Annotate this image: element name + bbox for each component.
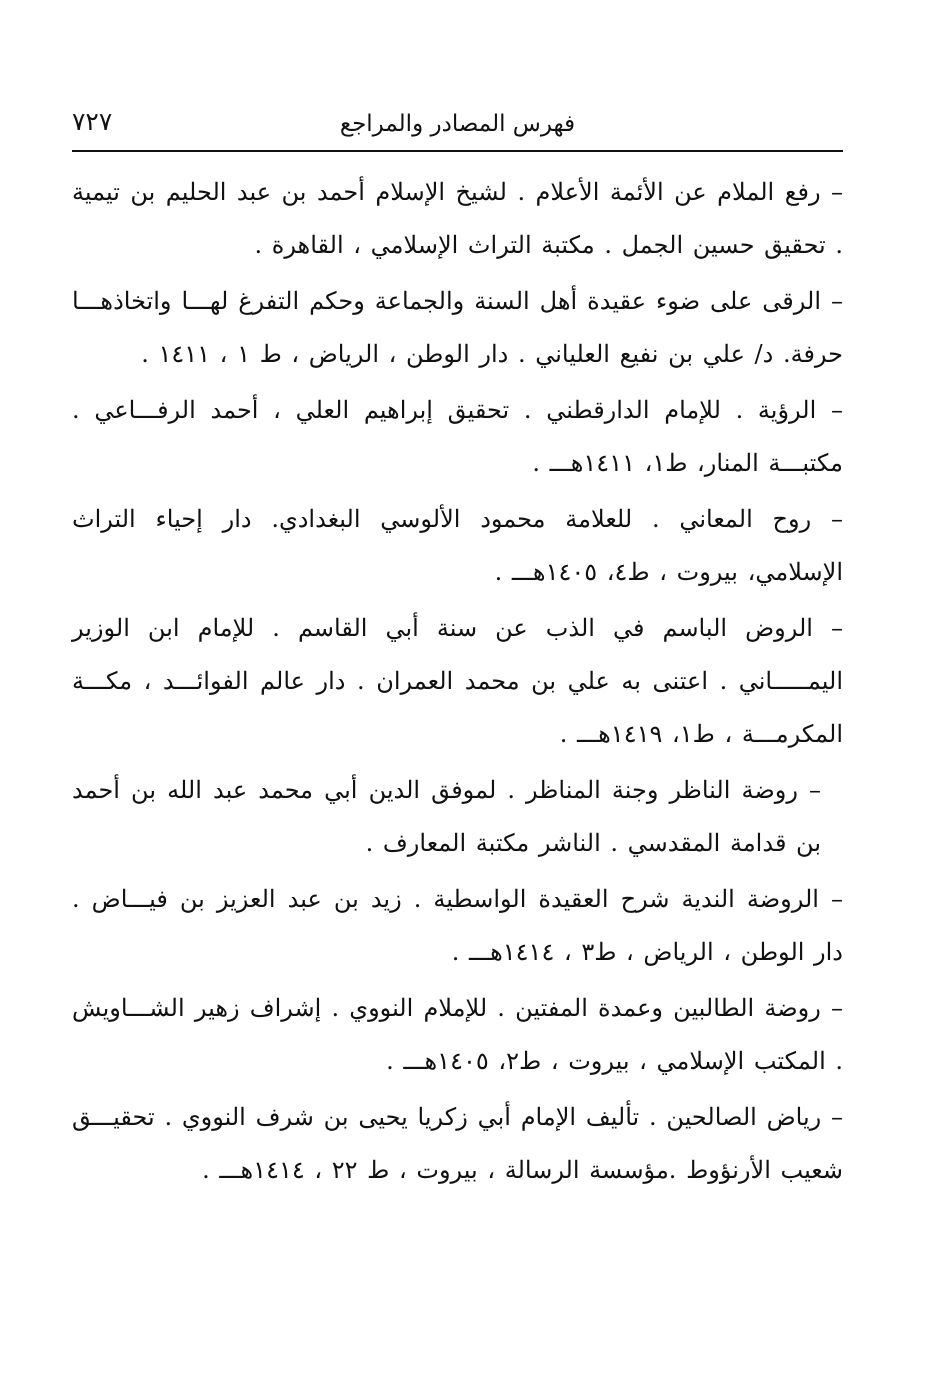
bibliography-entry: – روضة الناظر وجنة المناظر . لموفق الدين أبي محمد عبد الله بن أحمد بن قدامة المقدسي . الناشر مكتبة المعارف . bbox=[72, 776, 821, 857]
bibliography-list bbox=[72, 166, 843, 1200]
bibliography-entry: – رفع الملام عن الأئمة الأعلام . لشيخ الإسلام أحمد بن عبد الحليم بن تيمية . تحقيق حسين الجمل . مكتبة التراث الإسلامي ، القاهرة . bbox=[72, 178, 844, 259]
page-number: ٧٢٧ bbox=[72, 107, 113, 136]
bibliography-entry: – الرقى على ضوء عقيدة أهل السنة والجماعة وحكم التفرغ لهـــا واتخاذهـــا حرفة. د/ علي بن نفيع العلياني . دار الوطن ، الرياض ، ط ١ ، ١٤١١ . bbox=[72, 287, 843, 368]
bibliography-entry: – روضة الطالبين وعمدة المفتين . للإملام النووي . إشراف زهير الشـــاويش . المكتب الإسلامي ، بيروت ، ط٢، ١٤٠٥هـــ . bbox=[72, 994, 843, 1075]
page-header bbox=[72, 100, 843, 148]
running-title: فهرس المصادر والمراجع bbox=[339, 111, 576, 137]
bibliography-entry: – الرؤية . للإمام الدارقطني . تحقيق إبراهيم العلي ، أحمد الرفـــاعي . مكتبـــة المنار، ط١، ١٤١١هـــ . bbox=[72, 396, 843, 477]
bibliography-entry: – رياض الصالحين . تأليف الإمام أبي زكريا يحيى بن شرف النووي . تحقيـــق شعيب الأرنؤوط .مؤسسة الرسالة ، بيروت ، ط ٢٢ ، ١٤١٤هـــ . bbox=[72, 1103, 843, 1184]
header-divider bbox=[72, 150, 843, 152]
bibliography-entry: – الروضة الندية شرح العقيدة الواسطية . زيد بن عبد العزيز بن فيـــاض . دار الوطن ، الرياض ، ط٣ ، ١٤١٤هـــ . bbox=[72, 885, 843, 966]
bibliography-entry: – الروض الباسم في الذب عن سنة أبي القاسم . للإمام ابن الوزير اليمـــــاني . اعتنى به علي بن محمد العمران . دار عالم الفوائـــد ، مكـــة المكرمـــة ، ط١، ١٤١٩هـــ . bbox=[72, 614, 844, 748]
bibliography-entry: – روح المعاني . للعلامة محمود الألوسي البغدادي. دار إحياء التراث الإسلامي، بيروت ، ط٤، ١٤٠٥هـــ . bbox=[72, 505, 843, 586]
